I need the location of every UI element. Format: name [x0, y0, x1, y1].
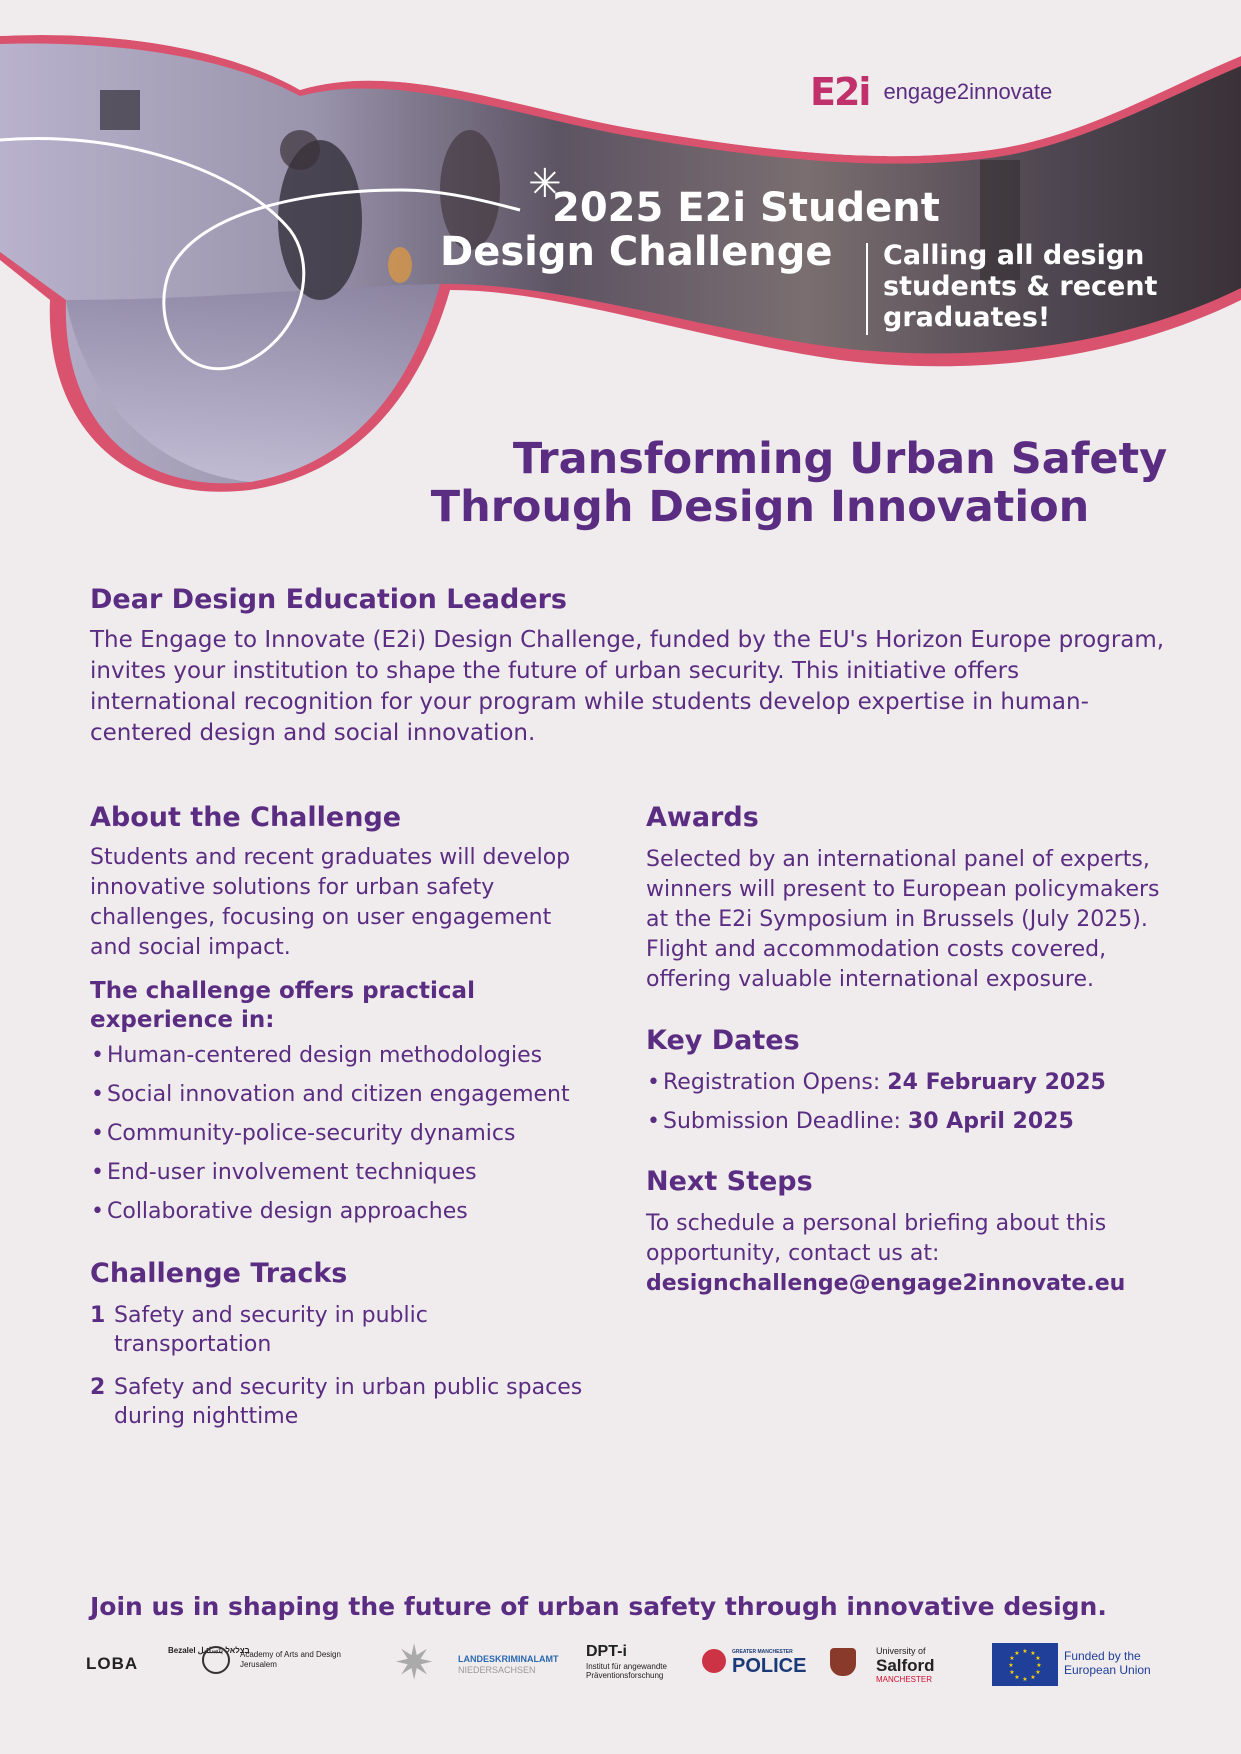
intro-heading: Dear Design Education Leaders	[90, 584, 567, 615]
tracks-list	[90, 1301, 590, 1431]
svg-text:★: ★	[1014, 1651, 1020, 1657]
svg-text:★: ★	[1022, 1677, 1028, 1683]
bezalel-academy-text: Academy of Arts and Design Jerusalem	[240, 1650, 341, 1669]
salford-logo[interactable]: University of Salford MANCHESTER	[876, 1646, 935, 1684]
hero-title	[440, 186, 960, 274]
dpt-subtitle: Institut für angewandte Präventionsforschung	[586, 1662, 667, 1680]
dates-list	[646, 1068, 1186, 1136]
svg-text:★: ★	[1035, 1656, 1041, 1662]
svg-text:★: ★	[1036, 1663, 1042, 1669]
eu-flag-icon	[992, 1643, 1058, 1686]
join-callout: Join us in shaping the future of urban safety through innovative design.	[90, 1592, 1107, 1621]
svg-text:★: ★	[1030, 1651, 1036, 1657]
svg-text:★: ★	[1009, 1670, 1015, 1676]
right-column	[646, 802, 1186, 1328]
main-headline-line1: Transforming Urban Safety	[512, 434, 1168, 484]
awards-heading: Awards	[646, 802, 759, 833]
lka-logo[interactable]: LANDESKRIMINALAMT NIEDERSACHSEN	[458, 1654, 559, 1675]
contact-email-link[interactable]: designchallenge@engage2innovate.eu	[646, 1271, 1126, 1296]
tracks-heading: Challenge Tracks	[90, 1258, 348, 1289]
e2i-logo[interactable]	[810, 70, 1052, 114]
awards-section	[646, 802, 1186, 995]
bezalel-logo[interactable]: Bezalel בצלאל بتسلئيل	[168, 1646, 250, 1655]
police-badge-icon	[702, 1649, 726, 1673]
date-item: • Registration Opens: 24 February 2025	[647, 1070, 1106, 1095]
about-body: Students and recent graduates will develop innovative solutions for urban safety challenges, focusing on user engagement and social impact.	[90, 845, 571, 960]
eu-funding-text: Funded by the European Union	[1064, 1649, 1151, 1677]
partner-logos	[84, 1637, 1184, 1700]
hero-title-line1: 2025 E2i Student	[552, 185, 940, 231]
date-item: • Submission Deadline: 30 April 2025	[647, 1109, 1074, 1134]
main-headline	[420, 435, 1180, 531]
list-item: • End-user involvement techniques	[91, 1160, 477, 1185]
left-column	[90, 802, 590, 1445]
dates-heading: Key Dates	[646, 1025, 800, 1056]
bezalel-seal-icon	[202, 1646, 230, 1674]
intro-body: The Engage to Innovate (E2i) Design Challenge, funded by the EU's Horizon Europe program, invites your institution to shape the future of urban security. This initiative offers international recognition for your program while students develop expertise in human-centered design and social innovation.	[90, 627, 1165, 746]
list-item: • Community-police-security dynamics	[91, 1121, 516, 1146]
next-steps-heading: Next Steps	[646, 1166, 813, 1197]
svg-text:★: ★	[1035, 1670, 1041, 1676]
lka-star-icon: ✷	[394, 1637, 435, 1690]
svg-text:★: ★	[1008, 1663, 1014, 1669]
dates-section	[646, 1025, 1186, 1136]
e2i-logo-mark: E2i	[810, 70, 870, 114]
svg-text:★: ★	[1009, 1656, 1015, 1662]
track-item: 2 Safety and security in urban public spaces during nighttime	[90, 1375, 583, 1429]
dpt-logo[interactable]: DPT-i	[586, 1643, 627, 1660]
main-headline-line2: Through Design Innovation	[430, 482, 1090, 532]
next-steps-body: To schedule a personal briefing about this opportunity, contact us at:	[646, 1211, 1107, 1266]
svg-text:★: ★	[1014, 1675, 1020, 1681]
hero-title-line2: Design Challenge	[440, 229, 833, 275]
loba-logo[interactable]: LOBA	[86, 1654, 139, 1673]
list-item: • Human-centered design methodologies	[91, 1043, 543, 1068]
hero-divider	[866, 243, 868, 335]
salford-crest-icon	[830, 1648, 856, 1676]
hero-tagline: Calling all design students & recent graduates!	[883, 240, 1158, 333]
svg-text:★: ★	[1030, 1675, 1036, 1681]
about-subheading: The challenge offers practical experience in:	[90, 978, 475, 1033]
about-heading: About the Challenge	[90, 802, 402, 833]
awards-body: Selected by an international panel of experts, winners will present to European policymakers at the E2i Symposium in Brussels (July 2025). Flight and accommodation costs covered, offering valuable international exposure.	[646, 847, 1160, 992]
list-item: • Collaborative design approaches	[91, 1199, 468, 1224]
sparkle-icon: ✳	[528, 161, 562, 207]
e2i-logo-text: engage2innovate	[883, 79, 1053, 104]
tracks-section	[90, 1258, 590, 1431]
gm-police-logo[interactable]: GREATER MANCHESTER POLICE	[732, 1649, 807, 1677]
list-item: • Social innovation and citizen engagement	[91, 1082, 570, 1107]
next-steps-section	[646, 1166, 1186, 1298]
track-item: 1 Safety and security in public transportation	[90, 1303, 428, 1357]
intro-section	[90, 584, 1170, 749]
svg-text:★: ★	[1022, 1649, 1028, 1655]
experience-list	[90, 1041, 590, 1226]
hero-banner	[0, 0, 1241, 500]
